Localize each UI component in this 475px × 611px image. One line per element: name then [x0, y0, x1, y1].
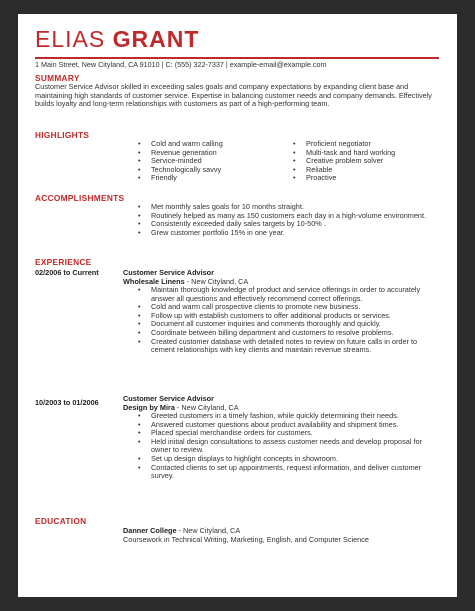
- list-item: • Greeted customers in a timely fashion, while quickly determining their needs.: [137, 412, 442, 421]
- summary-heading: SUMMARY: [35, 73, 80, 83]
- job-dates: 02/2006 to Current: [35, 268, 99, 277]
- list-item: • Maintain thorough knowledge of product and service offerings in order to accurately answer all questions and effectively recommend correct offerings.: [137, 286, 442, 303]
- school-name: Danner College: [123, 526, 177, 535]
- list-item: • Follow up with establish customers to offer additional products or services.: [137, 312, 442, 321]
- list-item: • Contacted clients to set up appointments, request information, and deliver customer survey.: [137, 464, 442, 481]
- resume-page: [18, 14, 457, 597]
- job-dates: 10/2003 to 01/2006: [35, 398, 99, 407]
- list-item: • Placed special merchandise orders for customers.: [137, 429, 442, 438]
- job-bullets: [137, 286, 442, 355]
- education-coursework: Coursework in Technical Writing, Marketing, English, and Computer Science: [123, 535, 369, 544]
- first-name: ELIAS: [35, 26, 106, 52]
- list-item: • Answered customer questions about product availability and shipment times.: [137, 421, 442, 430]
- list-item: • Reliable: [292, 166, 442, 175]
- contact-line: 1 Main Street, New Cityland, CA 91010 | C: (555) 322-7337 | example-email@example.com: [35, 60, 327, 69]
- list-item: • Routinely helped as many as 150 customers each day in a high-volume environment.: [137, 212, 442, 221]
- company-location: - New Cityland, CA: [184, 277, 249, 286]
- list-item: • Creative problem solver: [292, 157, 442, 166]
- list-item: • Friendly: [137, 174, 287, 183]
- job-title: Customer Service Advisor: [123, 268, 214, 277]
- accomplishments-heading: ACCOMPLISHMENTS: [35, 193, 125, 203]
- list-item: • Document all customer inquiries and comments thoroughly and quickly.: [137, 320, 442, 329]
- last-name: GRANT: [112, 26, 200, 52]
- education-school: [123, 526, 240, 535]
- highlights-list-right: [292, 140, 442, 183]
- list-item: • Set up design displays to highlight concepts in showroom.: [137, 455, 442, 464]
- list-item: • Consistently exceeded daily sales targets by 10-50% .: [137, 220, 442, 229]
- list-item: • Revenue generation: [137, 149, 287, 158]
- highlights-heading: HIGHLIGHTS: [35, 130, 90, 140]
- company-name: Wholesale Linens: [123, 277, 185, 286]
- experience-heading: EXPERIENCE: [35, 257, 92, 267]
- list-item: • Cold and warm call prospective clients to promote new business.: [137, 303, 442, 312]
- list-item: • Created customer database with detailed notes to review on future calls in order to cement relationships with key clients and maintain revenue streams.: [137, 338, 442, 355]
- list-item: • Proactive: [292, 174, 442, 183]
- school-location: - New Cityland, CA: [176, 526, 241, 535]
- job-title: Customer Service Advisor: [123, 394, 214, 403]
- job-bullets: [137, 412, 442, 481]
- list-item: • Technologically savvy: [137, 166, 287, 175]
- summary-text: Customer Service Advisor skilled in exceeding sales goals and company expectations by expanding client base and maintaining high standards of customer service. Expertise in balancing customer needs and company demands. Effectively builds loyalty and long-term relationships with customers as part of a high-performing team.: [35, 82, 432, 109]
- list-item: • Proficient negotiator: [292, 140, 442, 149]
- list-item: • Held initial design consultations to assess customer needs and develop proposal for owner to review.: [137, 438, 442, 455]
- education-heading: EDUCATION: [35, 516, 87, 526]
- list-item: • Met monthly sales goals for 10 months straight.: [137, 203, 442, 212]
- candidate-name: [35, 26, 199, 53]
- highlights-list-left: [137, 140, 287, 183]
- list-item: • Grew customer portfolio 15% in one year.: [137, 229, 442, 238]
- list-item: • Cold and warm calling: [137, 140, 287, 149]
- company-name: Design by Mira: [123, 403, 175, 412]
- company-location: - New Cityland, CA: [174, 403, 239, 412]
- list-item: • Multi-task and hard working: [292, 149, 442, 158]
- list-item: • Service-minded: [137, 157, 287, 166]
- accomplishments-list: [137, 203, 442, 237]
- list-item: • Coordinate between billing department and customers to resolve problems.: [137, 329, 442, 338]
- header-divider: [35, 57, 439, 59]
